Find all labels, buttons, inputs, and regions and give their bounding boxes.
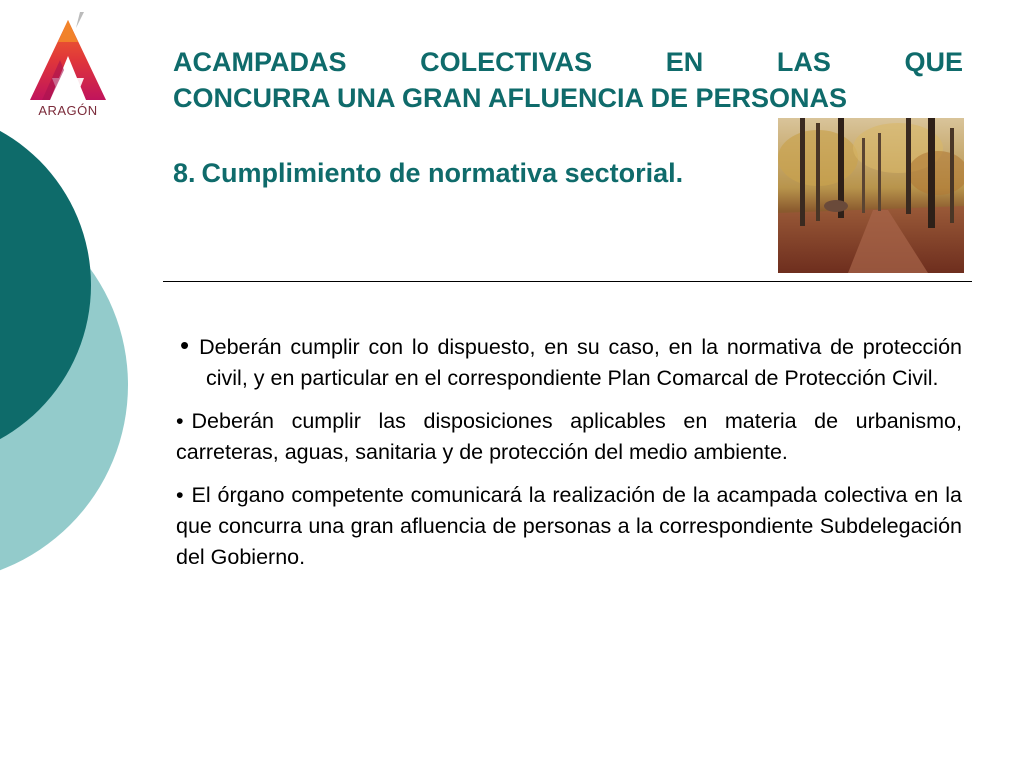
bullet-text: El órgano competente comunicará la realización de la acampada colectiva en la que concurra una gran afluencia de personas a la correspondiente Subdelegación del Gobierno.	[176, 483, 962, 569]
slide-title	[173, 44, 963, 116]
bullet-marker: •	[176, 409, 184, 433]
section-subtitle-text: Cumplimiento de normativa sectorial.	[201, 158, 684, 188]
bullet-text: Deberán cumplir con lo dispuesto, en su caso, en la normativa de protección civil, y en particular en el correspondiente Plan Comarcal de Protección Civil.	[199, 335, 962, 390]
bullet-marker: •	[176, 483, 184, 507]
title-line-1	[173, 44, 963, 80]
section-subtitle	[173, 158, 683, 189]
section-number: 8.	[173, 158, 196, 188]
horizontal-rule	[163, 281, 972, 282]
forest-photo	[778, 118, 964, 273]
title-word: LAS	[776, 47, 831, 77]
title-word: QUE	[904, 47, 963, 77]
title-word: COLECTIVAS	[420, 47, 593, 77]
title-word: ACAMPADAS	[173, 47, 347, 77]
title-line-2: CONCURRA UNA GRAN AFLUENCIA DE PERSONAS	[173, 83, 848, 113]
bullet-item	[176, 406, 962, 468]
title-word: EN	[665, 47, 704, 77]
logo-text: ARAGÓN	[38, 103, 98, 118]
bullet-list	[176, 330, 962, 585]
bullet-text: Deberán cumplir las disposiciones aplicables en materia de urbanismo, carreteras, aguas, sanitaria y de protección del medio ambiente.	[176, 409, 962, 464]
bullet-item	[176, 330, 962, 394]
bullet-item	[176, 480, 962, 573]
bullet-marker: •	[180, 330, 190, 360]
